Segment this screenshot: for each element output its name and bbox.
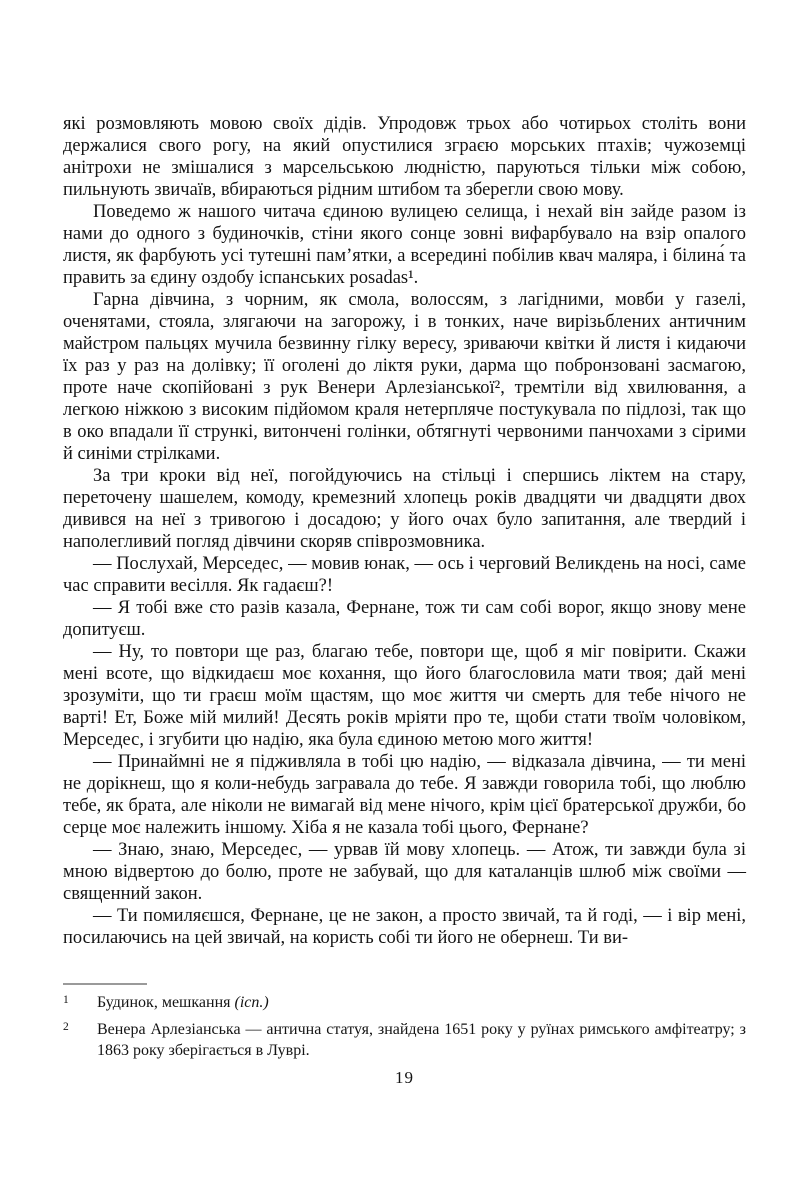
footnote-marker: 2 bbox=[63, 1021, 69, 1033]
paragraph: Гарна дівчина, з чорним, як смола, волоссям, з лагідними, мовби у газелі, оченятами, стояла, злягаючи на загорожу, і в тонких, наче вирізьблених античним майстром пальцях мучила безвинну гілку вересу, зриваючи квітки й листя і кидаючи їх раз у раз на долівку; її оголені до ліктя руки, дарма що побронзовані засмагою, проте наче скопійовані з рук Венери Арлезіанської², тремтіли від хвилювання, а легкою ніжкою з високим підйомом краля нетерпляче постукувала по підлозі, так що в око впадали її стрункі, витончені голінки, обтягнуті червоними панчохами з сірими й синіми стрілками. bbox=[63, 290, 746, 464]
dialogue-paragraph: — Принаймні не я підживляла в тобі цю надію, — відказала дівчина, — ти мені не дорікнеш, що я коли-небудь загравала до тебе. Я завжди говорила тобі, що люблю тебе, як брата, але ніколи не вимагай від мене нічого, крім цієї братерської дружби, бо серце моє належить іншому. Хіба я не казала тобі цього, Фернане? bbox=[63, 752, 746, 838]
paragraph: які розмовляють мовою своїх дідів. Упродовж трьох або чотирьох століть вони держалися свого рогу, на який опустилися зграєю морських птахів; чужоземці анітрохи не змішалися з марсельською людністю, паруються тільки між собою, пильнують звичаїв, вбираються рідним штибом та зберегли свою мову. bbox=[63, 114, 746, 200]
dialogue-paragraph: — Послухай, Мерседес, — мовив юнак, — ось і черговий Великдень на носі, саме час справити весілля. Як гадаєш?! bbox=[63, 554, 746, 596]
page-number: 19 bbox=[395, 1068, 414, 1087]
body-text bbox=[63, 113, 746, 949]
footnote-area bbox=[63, 983, 746, 1067]
dialogue-paragraph: — Знаю, знаю, Мерседес, — урвав їй мову хлопець. — Атож, ти завжди була зі мною відвертою до болю, проте не забувай, що для каталанців шлюб між своїми — священний закон. bbox=[63, 840, 746, 904]
dialogue-paragraph: — Ну, то повтори ще раз, благаю тебе, повтори ще, щоб я міг повірити. Скажи мені всоте, що відкидаєш моє кохання, що його благословила мати твоя; дай мені зрозуміти, що ти граєш моїм щастям, що моє життя чи смерть для тебе нічого не варті! Ет, Боже мій милий! Десять років мріяти про те, щоби стати твоїм чоловіком, Мерседес, і згубити цю надію, яка була єдиною метою мого життя! bbox=[63, 642, 746, 750]
footnote-marker: 1 bbox=[63, 994, 69, 1006]
paragraph: За три кроки від неї, погойдуючись на стільці і спершись ліктем на стару, переточену шашелем, комоду, кремезний хлопець років двадцяти чи двадцяти двох дивився на неї з тривогою і досадою; у його очах було запитання, але твердий і наполегливий погляд дівчини скоряв співрозмовника. bbox=[63, 466, 746, 552]
dialogue-paragraph: — Я тобі вже сто разів казала, Фернане, тож ти сам собі ворог, якщо знову мене допитуєш. bbox=[63, 598, 746, 640]
footnote bbox=[63, 992, 746, 1013]
footnote-text-italic: (ісп.) bbox=[234, 994, 269, 1011]
dialogue-paragraph: — Ти помиляєшся, Фернане, це не закон, а просто звичай, та й годі, — і вір мені, посилаючись на цей звичай, на користь собі ти його не обернеш. Ти ви- bbox=[63, 906, 746, 948]
footnote-text: Венера Арлезіанська — антична статуя, знайдена 1651 року у руїнах римського амфітеатру; з 1863 року зберігається в Луврі. bbox=[97, 1021, 746, 1059]
footnote bbox=[63, 1019, 746, 1061]
footnote-separator bbox=[63, 983, 147, 985]
paragraph: Поведемо ж нашого читача єдиною вулицею селища, і нехай він зайде разом із нами до одного з будиночків, стіни якого сонце зовні вифарбувало на взір опалого листя, як фарбують усі тутешні пам’ятки, а всередині побілив квач маляра, і білина́ та править за єдину оздобу іспанських posadas¹. bbox=[63, 202, 746, 288]
footnote-text: Будинок, мешкання bbox=[97, 994, 235, 1011]
